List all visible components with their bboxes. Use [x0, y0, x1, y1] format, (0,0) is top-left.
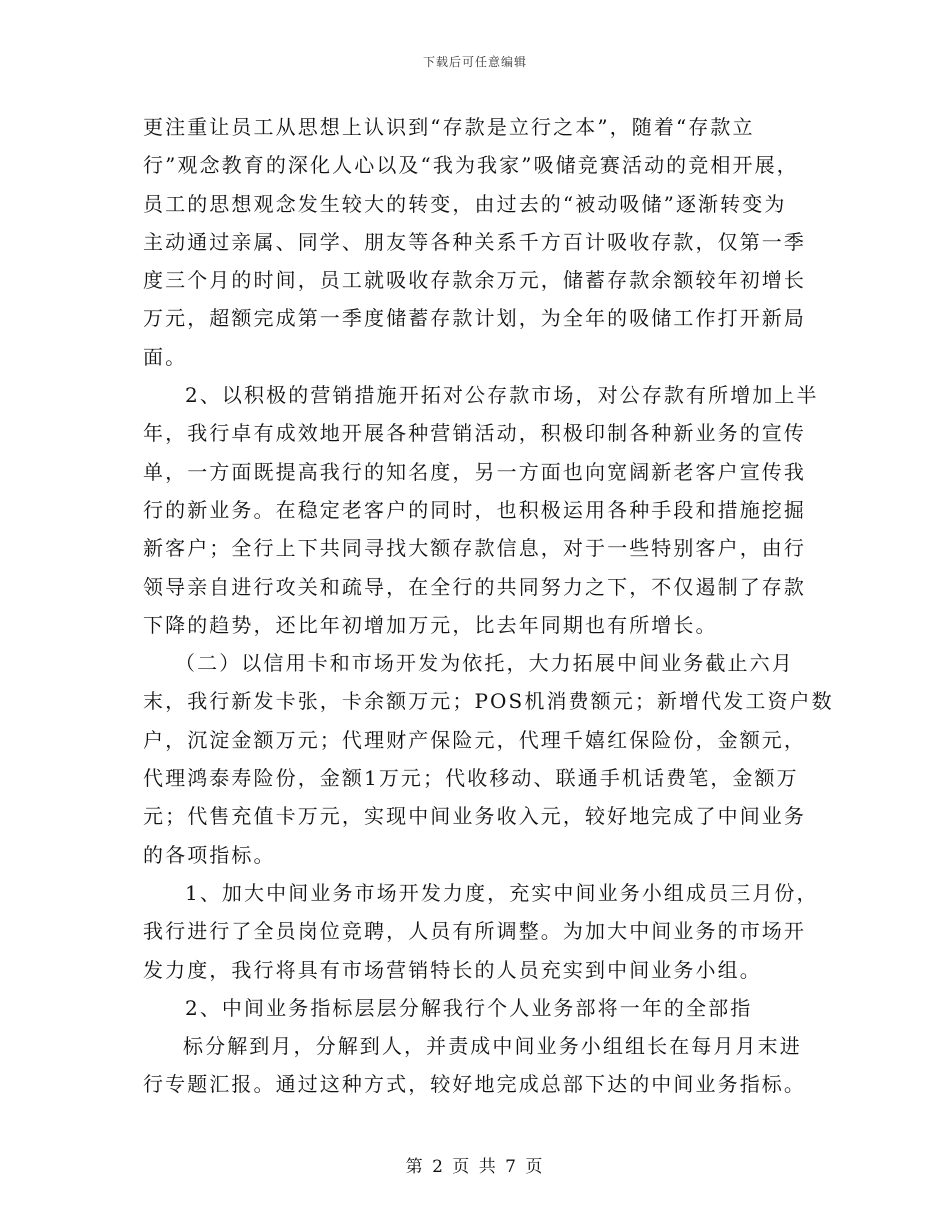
- text-line: 2、以积极的营销措施开拓对公存款市场，对公存款有所增加上半: [185, 383, 819, 408]
- paragraph-indicator-breakdown: [143, 989, 808, 1027]
- text-line: （二）以信用卡和市场开发为依托，大力拓展中间业务截止六月: [175, 651, 794, 676]
- text-line: 户，沉淀金额万元；代理财产保险元，代理千嬉红保险份，金额元，: [143, 727, 806, 752]
- text-line: 单，一方面既提高我行的知名度，另一方面也向宽阔新老客户宣传我: [143, 459, 806, 484]
- paragraph-intermediate-business: [143, 644, 834, 874]
- paragraph-deposit-awareness: [143, 108, 808, 376]
- text-line: 员工的思想观念发生较大的转变，由过去的“被动吸储”逐渐转变为: [143, 191, 787, 216]
- text-line: 元；代售充值卡万元，实现中间业务收入元，较好地完成了中间业务: [143, 804, 806, 829]
- text-line: 主动通过亲属、同学、朋友等各种关系千方百计吸收存款，仅第一季: [143, 229, 806, 254]
- text-line: 标分解到月，分解到人，并责成中间业务小组组长在每月月末进: [183, 1034, 802, 1059]
- text-line: 2、中间业务指标层层分解我行个人业务部将一年的全部指: [185, 995, 753, 1020]
- text-line: 1、加大中间业务市场开发力度，充实中间业务小组成员三月份，: [185, 880, 819, 905]
- text-line: 行”观念教育的深化人心以及“我为我家”吸储竞赛活动的竞相开展，: [143, 153, 799, 178]
- document-body: [143, 108, 834, 1104]
- text-line: 新客户；全行上下共同寻找大额存款信息，对于一些特别客户，由行: [143, 536, 806, 561]
- text-line: 度三个月的时间，员工就吸收存款余万元，储蓄存款余额较年初增长: [143, 268, 806, 293]
- text-line: 我行进行了全员岗位竞聘，人员有所调整。为加大中间业务的市场开: [143, 919, 806, 944]
- page-header-note: 下载后可任意编辑: [422, 55, 527, 69]
- text-line: 末，我行新发卡张，卡余额万元；POS机消费额元；新增代发工资户数: [143, 689, 834, 714]
- paragraph-corporate-deposits: [143, 376, 819, 644]
- text-line: 的各项指标。: [143, 842, 276, 867]
- text-line: 面。: [143, 344, 188, 369]
- text-line: 代理鸿泰寿险份，金额1万元；代收移动、联通手机话费笔，金额万: [143, 766, 799, 791]
- page-number: 第 2 页 共 7 页: [405, 1157, 545, 1177]
- text-line: 更注重让员工从思想上认识到“存款是立行之本”，随着“存款立: [143, 115, 755, 139]
- paragraph-market-development: [143, 874, 819, 989]
- text-line: 下降的趋势，还比年初增加万元，比去年同期也有所增长。: [143, 612, 718, 637]
- text-line: 万元，超额完成第一季度储蓄存款计划，为全年的吸储工作打开新局: [143, 306, 806, 331]
- text-line: 行专题汇报。通过这种方式，较好地完成总部下达的中间业务指标。: [143, 1072, 806, 1097]
- text-line: 年，我行卓有成效地开展各种营销活动，积极印制各种新业务的宣传: [143, 421, 806, 446]
- text-line: 发力度，我行将具有市场营销特长的人员充实到中间业务小组。: [143, 957, 762, 982]
- text-line: 行的新业务。在稳定老客户的同时，也积极运用各种手段和措施挖掘: [143, 497, 806, 522]
- paragraph-indicator-details: [143, 1027, 808, 1104]
- text-line: 领导亲自进行攻关和疏导，在全行的共同努力之下，不仅遏制了存款: [143, 574, 806, 599]
